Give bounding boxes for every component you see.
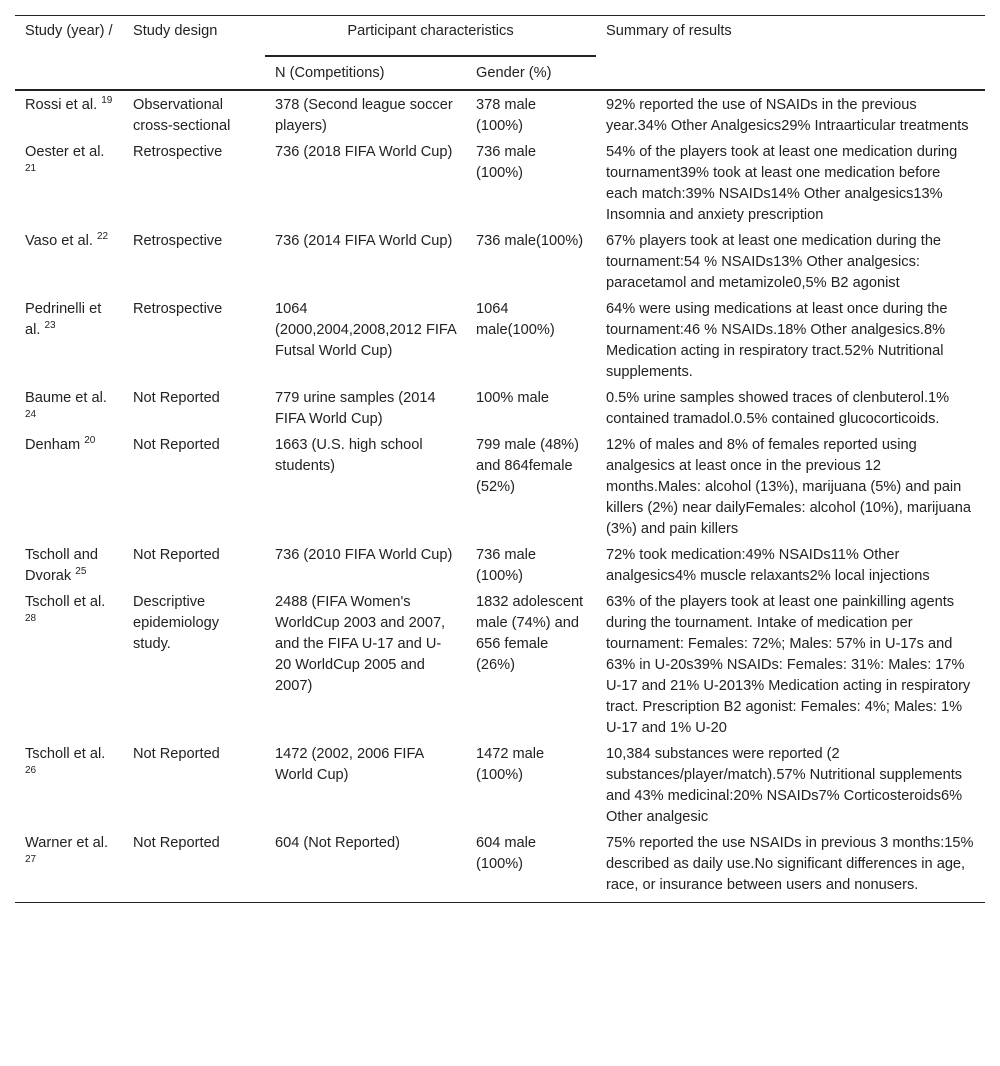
cell-design: Retrospective bbox=[133, 144, 223, 160]
cell-study bbox=[15, 741, 123, 830]
study-name: Tscholl et al. bbox=[25, 746, 106, 762]
table-row bbox=[15, 296, 985, 385]
study-name: Baume et al. bbox=[25, 390, 107, 406]
cell-n: 1472 (2002, 2006 FIFA World Cup) bbox=[275, 746, 424, 783]
cell-summary: 0.5% urine samples showed traces of clenbuterol.1% contained tramadol.0.5% contained glucocorticoids. bbox=[606, 390, 950, 427]
header-study: Study (year) / bbox=[25, 23, 113, 39]
table-row bbox=[15, 228, 985, 296]
cell-study bbox=[15, 830, 123, 903]
table-row bbox=[15, 90, 985, 139]
cell-gender: 799 male (48%) and 864female (52%) bbox=[476, 437, 580, 495]
study-name: Oester et al. bbox=[25, 144, 105, 160]
cell-n: 779 urine samples (2014 FIFA World Cup) bbox=[275, 390, 436, 427]
cell-study bbox=[15, 296, 123, 385]
cell-gender: 100% male bbox=[476, 390, 550, 406]
cell-summary: 92% reported the use of NSAIDs in the previous year.34% Other Analgesics29% Intraarticular treatments bbox=[606, 97, 969, 134]
table-row bbox=[15, 589, 985, 741]
reference-number: 20 bbox=[84, 435, 96, 447]
table-row bbox=[15, 542, 985, 589]
cell-study bbox=[15, 385, 123, 432]
table-row bbox=[15, 432, 985, 542]
study-name: Tscholl and Dvorak bbox=[25, 547, 99, 584]
cell-n: 1663 (U.S. high school students) bbox=[275, 437, 423, 474]
study-name: Rossi et al. bbox=[25, 97, 98, 113]
reference-number: 19 bbox=[101, 95, 113, 107]
cell-summary: 63% of the players took at least one painkilling agents during the tournament. Intake of medication per tournament: Females: 72%; Males: 57% in U-17s and 63% in U-20s39% NSAIDs: Females: 31%: Males: 17% U-17 and 21% U-2013% Medication acting in respiratory tract. Prescription B2 agonist: Females: 4%; Males: 1% U-17 and 1% U-20 bbox=[606, 594, 971, 736]
cell-n: 736 (2010 FIFA World Cup) bbox=[275, 547, 453, 563]
cell-summary: 67% players took at least one medication during the tournament:54 % NSAIDs13% Other analgesics: paracetamol and metamizole0,5% B2 agonist bbox=[606, 233, 942, 291]
cell-study bbox=[15, 589, 123, 741]
table-row bbox=[15, 385, 985, 432]
cell-design: Descriptive epidemiology study. bbox=[133, 594, 219, 652]
cell-gender: 736 male(100%) bbox=[476, 233, 584, 249]
cell-n: 2488 (FIFA Women's WorldCup 2003 and 2007, and the FIFA U-17 and U-20 WorldCup 2005 and 2007) bbox=[275, 594, 446, 694]
cell-summary: 64% were using medications at least once during the tournament:46 % NSAIDs.18% Other analgesics.8% Medication acting in respiratory tract.52% Nutritional supplements. bbox=[606, 301, 948, 380]
cell-summary: 12% of males and 8% of females reported using analgesics at least once in the previous 12 months.Males: alcohol (13%), marijuana (5%) and pain killers (2%) near dailyFemales: alcohol (10%), marijuana (3%) and pain killers bbox=[606, 437, 971, 537]
cell-design: Not Reported bbox=[133, 835, 220, 851]
cell-summary: 54% of the players took at least one medication during tournament39% took at least one medication before each match:39% NSAIDs14% Other analgesics13% Insomnia and anxiety prescription bbox=[606, 144, 958, 223]
header-gender: Gender (%) bbox=[476, 65, 552, 81]
cell-n: 736 (2018 FIFA World Cup) bbox=[275, 144, 453, 160]
study-name: Warner et al. bbox=[25, 835, 108, 851]
table-row bbox=[15, 741, 985, 830]
cell-design: Retrospective bbox=[133, 233, 223, 249]
cell-design: Observational cross-sectional bbox=[133, 97, 231, 134]
cell-n: 736 (2014 FIFA World Cup) bbox=[275, 233, 453, 249]
reference-number: 25 bbox=[75, 566, 87, 578]
reference-number: 24 bbox=[25, 409, 37, 421]
cell-design: Not Reported bbox=[133, 390, 220, 406]
header-design: Study design bbox=[133, 23, 218, 39]
cell-design: Not Reported bbox=[133, 437, 220, 453]
cell-n: 604 (Not Reported) bbox=[275, 835, 400, 851]
cell-gender: 604 male (100%) bbox=[476, 835, 537, 872]
cell-gender: 1472 male (100%) bbox=[476, 746, 545, 783]
study-name: Vaso et al. bbox=[25, 233, 93, 249]
studies-table bbox=[15, 15, 985, 903]
cell-design: Not Reported bbox=[133, 746, 220, 762]
cell-study bbox=[15, 90, 123, 139]
reference-number: 22 bbox=[96, 231, 109, 243]
reference-number: 21 bbox=[25, 163, 37, 175]
cell-gender: 736 male (100%) bbox=[476, 547, 537, 584]
cell-study bbox=[15, 542, 123, 589]
table-row bbox=[15, 139, 985, 228]
cell-study bbox=[15, 139, 123, 228]
header-n: N (Competitions) bbox=[275, 65, 385, 81]
table-body bbox=[15, 90, 985, 903]
cell-gender: 1064 male(100%) bbox=[476, 301, 555, 338]
study-name: Denham bbox=[25, 437, 81, 453]
cell-study bbox=[15, 228, 123, 296]
cell-gender: 1832 adolescent male (74%) and 656 female (26%) bbox=[476, 594, 584, 673]
cell-gender: 378 male (100%) bbox=[476, 97, 537, 134]
reference-number: 27 bbox=[25, 854, 37, 866]
cell-n: 378 (Second league soccer players) bbox=[275, 97, 453, 134]
table-header bbox=[15, 16, 985, 91]
reference-number: 23 bbox=[44, 320, 56, 332]
header-summary: Summary of results bbox=[606, 23, 732, 39]
cell-design: Not Reported bbox=[133, 547, 220, 563]
cell-study bbox=[15, 432, 123, 542]
cell-gender: 736 male (100%) bbox=[476, 144, 537, 181]
study-name: Pedrinelli et al. bbox=[25, 301, 102, 338]
cell-summary: 72% took medication:49% NSAIDs11% Other analgesics4% muscle relaxants2% local injections bbox=[606, 547, 930, 584]
study-name: Tscholl et al. bbox=[25, 594, 106, 610]
cell-summary: 75% reported the use NSAIDs in previous 3 months:15% described as daily use.No significant differences in age, race, or insurance between users and nonusers. bbox=[606, 835, 974, 893]
reference-number: 28 bbox=[25, 613, 37, 625]
cell-summary: 10,384 substances were reported (2 substances/player/match).57% Nutritional supplements and 43% medicinal:20% NSAIDs7% Corticosteroids6% Other analgesic bbox=[606, 746, 963, 825]
header-participants: Participant characteristics bbox=[265, 16, 596, 57]
reference-number: 26 bbox=[25, 765, 37, 777]
table-row bbox=[15, 830, 985, 903]
cell-n: 1064 (2000,2004,2008,2012 FIFA Futsal World Cup) bbox=[275, 301, 456, 359]
cell-design: Retrospective bbox=[133, 301, 223, 317]
